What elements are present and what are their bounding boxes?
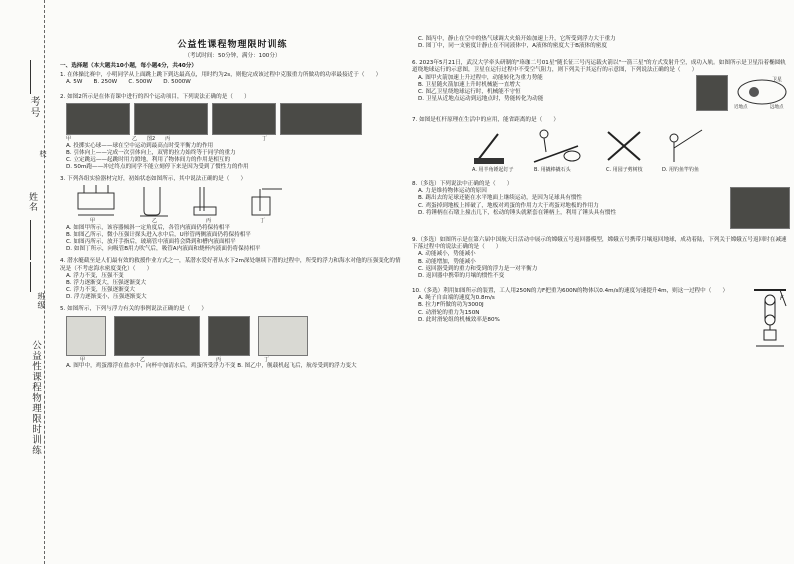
claw-hammer-figure [472,126,506,166]
svg-text:近地点: 近地点 [734,104,748,109]
page-title: 公益性课程物理限时训练 [177,40,288,50]
figure-row [74,185,405,217]
aircraft-carrier-photo [114,316,200,356]
question-stem: 6. 2023年5月21日，武汉大学牵头研制的"珞珈二号01星"随长征三号丙运载火箭以"一箭三星"的方式发射升空，成功入轨。如图所示是卫星沿着椭圆轨道绕地球运行的示意图，卫星在运行过程中不受空气阻力，则下列关于其运行的示意图，下列说法正确的是（ ） [412,60,786,74]
u-tube-manometer-diagram [136,185,172,217]
question-stem: 2. 如图2所示是在体育课中进行的四个运动项目，下列说法正确的是（ ） [60,94,250,101]
question-4: 4. 潜水艇截至是人们最有效的救援作业方式之一，某潜水爱好者从水下2m深处继续下潜的过程中，所受的浮力和海水对他的压强变化的情况是（不考虑海水密度变化）（ ） A. 浮力不变，压强不变 B. 浮力逐渐变大，压强逐渐变大 C. 浮力不变，压强逐渐变大 D. 浮力逐渐变小，压强逐渐变大 [60,258,405,301]
binding-margin [0,0,58,564]
exam-no-label: 考号 [28,96,39,118]
blowing-straw-diagram [244,185,288,217]
sediment-photo [730,187,790,229]
question-2: 2. 如图2所示是在体育课中进行的四个运动项目，下列说法正确的是（ ） 甲 乙 图2 丙 丁 A. 投掷实心球——球在空中运动到最高点时受平衡力的作用 B. 引体向上——完成一次引体向上，双臂的拉力始终等于同学的重力 C. 立定跳远——起跳时用力蹬地，利用了物体间力的作用是相互的 D. 50m跑——冲过终点的同学不能立刻停下来是因为受到了惯性力的作用 [60,94,405,171]
svg-text:远地点: 远地点 [770,104,784,109]
question-10: 10.（多选）利用如图所示的装置，工人用250N的力F把重为600N的物体以0.4m/s的速度匀速提升4m，则这一过程中（ ） A. 绳子自由端的速度为0.8m/s B. 拉力F所做的功为3000J C. 动滑轮的重力为150N D. 此时滑轮组的机械效率是80% F [412,288,790,348]
question-stem: 7. 如图是杠杆原理在生活中的应用，能省距离的是（ ） [412,116,559,123]
satellite-orbit-diagram [734,75,790,109]
name-label: 姓名 [27,192,37,212]
figure-row [472,126,790,166]
question-3: 3. 下列各组实验器材完好，初始状态如图所示，其中说法正确的是（ ） 甲 乙 丙 丁 A. 如图甲所示，该容器倾斜一定角度后，各管内液面仍将保持相平 B. 如图乙所示，微小压强计探头进入水中后，U形管两侧液面仍将保持相平 C. 如图丙所示，放开手指后，玻璃管中液面将会降到和槽内液面相平 D. 如图丁所示，向吸管B用力吹气后，吸管A内液面和烧杯内液面仍将保持相平 [60,176,405,253]
egg-in-salt-water-figure [66,316,106,356]
left-column [60,0,405,370]
photo-shot-put [66,103,130,135]
question-stem: 3. 下列各组实验器材完好，初始状态如图所示，其中说法正确的是（ ） [60,176,247,183]
barometer-tube-diagram [190,185,226,217]
figure-captions: 甲 乙 丙 丁 [80,356,270,363]
figure-row [66,316,405,356]
question-6: 6. 2023年5月21日，武汉大学牵头研制的"珞珈二号01星"随长征三号丙运载火箭以"一箭三星"的方式发射升空，成功入轨。如图所示是卫星沿着椭圆轨道绕地球运行的示意图，卫星在运行过程中不受空气阻力，则下列关于其运行的示意图，下列说法正确的是（ ） A. 图甲火箭加速上升过程中，动能转化为重力势能 B. 卫星随火箭加速上升时机械能一直增大 C. 图乙卫星绕地球运行时，机械能不守恒 D. 卫星从近地点运动到远地点时，势能转化为动能 卫星 近地点 远地点 [412,60,790,110]
question-9: 9.（多选）如图所示是在第六届中国航天日活动中展示的嫦娥五号返回器模型，嫦娥五号携带月壤返回地球，成功着陆，下列关于嫦娥五号返回时在减速下落过程中的说法正确的是（ ） A. 动能减小，势能减小 B. 动能增加，势能减小 C. 返回器受到的重力和受到的浮力是一对平衡力 D. 返回器中携带的月壤的惯性不变 [412,237,790,280]
question-stem: 5. 如图所示，下列与浮力有关的事例说法正确的是（ ） [60,306,207,313]
photo-long-jump [212,103,276,135]
binding-line [44,0,45,564]
question-stem: 8.（多选）下列说法中正确的是（ ） [412,181,513,188]
question-stem: 4. 潜水艇截至是人们最有效的救援作业方式之一，某潜水爱好者从水下2m深处继续下潜的过程中，所受的浮力和海水对他的压强变化的情况是（不考虑海水密度变化）（ ） [60,258,401,272]
fishing-rod-figure [664,126,704,166]
svg-text:卫星: 卫星 [772,76,783,83]
figure-captions: 甲 乙 图2 丙 丁 [66,136,268,143]
question-stem: 1. 在体操比赛中，小明同学从上面跳上跳下到达最高点，用时约为2s，则他完成该过程中克服重力所做功的功率最接近于（ ） [60,71,382,78]
question-5-continued: C. 图丙中，静止在空中的热气球调大火焰开始加速上升，它所受到浮力大于重力 D. 图丁中，同一支密度计静止在不同液体中，A液体的密度大于B液体的密度 [418,36,616,50]
question-stem: 10.（多选）利用如图所示的装置，工人用250N的力F把重为600N的物体以0.4m/s的速度匀速提升4m，则这一过程中（ ） [412,288,729,295]
question-options: A. 5W B. 250W C. 500W D. 5000W [66,78,191,85]
question-7 [412,117,790,174]
exam-meta: （考试时间：50分钟，满分：100分） [184,52,281,59]
class-label: 班级 [37,292,46,310]
school-label: 校 [39,150,47,158]
figure-captions: A. 用羊角锤起钉子 B. 用撬棒撬石头 C. 用园子剪树枝 D. 用钓鱼竿钓鱼 [472,166,700,173]
question-8: 8.（多选）下列说法中正确的是（ ） A. 力是维持物体运动的原因 B. 踢出去的足球还能在水平地面上继续运动，是因为足球具有惯性 C. 鸡蛋掉到地板上摔破了，地板对鸡蛋的作用力大于鸡蛋对地板的作用力 D. 将锤柄在石墩上撞击几下，松动的锤头就紧套在锤柄上，利用了锤头具有惯性 [412,181,790,229]
question-1 [60,72,405,86]
section-heading: 一、选择题（本大题共10小题，每小题4分，共40分） [60,62,197,69]
hot-air-balloon-photo [208,316,250,356]
course-label: 公益性课程物理限时训练 [30,340,41,456]
figure-row [66,103,405,135]
crowbar-figure [526,126,584,166]
question-stem: 9.（多选）如图所示是在第六届中国航天日活动中展示的嫦娥五号返回器模型，嫦娥五号携带月壤返回地球，成功着陆，下列关于嫦娥五号返回时在减速下落过程中的说法正确的是（ ） [412,237,787,251]
connected-vessel-diagram [74,185,118,217]
garden-shears-figure [604,126,644,166]
pulley-system-diagram [750,288,790,348]
question-5: 5. 如图所示，下列与浮力有关的事例说法正确的是（ ） 甲 乙 丙 丁 A. 图甲中，鸡蛋漂浮在盐水中，向杯中加清水后，鸡蛋所受浮力不变 B. 图乙中，舰载机起飞后，航母受到的浮力变大 [60,306,405,370]
figure-captions: 甲 乙 丙 丁 [90,218,266,225]
photo-sprint [280,103,362,135]
photo-pull-up [134,103,208,135]
svg-text:F: F [780,295,784,303]
hydrometer-figure [258,316,308,356]
right-column [412,0,790,348]
rocket-launch-photo [696,75,728,111]
